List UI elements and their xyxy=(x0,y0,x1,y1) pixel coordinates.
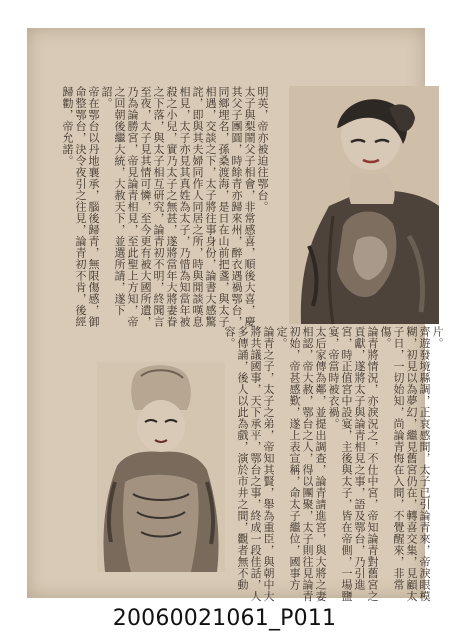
actress-portrait-photo xyxy=(289,86,439,324)
story-paragraph: 論青之子，太子之弟，帝知其賢，舉為重臣，與朝中大將共議國事，天下承平，鄂台之事，終成一段佳話，人多傳誦，後人以此為戲，演於市井之間，觀者無不動容。 xyxy=(223,326,275,602)
story-paragraph: 齊遊發境縣調，正哀感間，太子已引論青來，帝淚眼模糊，初見以為夢幻，繼見舊宮仍在，轉喜交集，見顧太子日，一切始知，尚論青悔在入間，不覺醒來，非常傷。 xyxy=(379,326,431,602)
actor-portrait-photo xyxy=(97,362,225,572)
printed-page xyxy=(27,28,444,602)
story-paragraph: 帝在鄂台以丹地襄承，腦後歸青，無限傷感，御命整鄂台，決令夜引之往見，論青初不肯，後經歸勸，帝允諾。 xyxy=(61,86,100,328)
story-paragraph: 太后家傳為鄰，並提出調查，論青請進宮，與大將之妻相認，帝大赦，鄂台之人，得以團聚，太子則往見論青初始，帝甚感歎，遂上表宣稱，命太子繼位，國事方定。 xyxy=(275,326,327,602)
story-text-upper xyxy=(63,86,269,331)
story-paragraph: 片。 xyxy=(431,326,444,349)
story-paragraph: 明英，帝亦被迫往鄂台。 xyxy=(256,86,269,213)
archive-id-caption: 20060021061_P011 xyxy=(112,606,337,631)
story-paragraph: 論青將情況，亦淚況之，不仕中宮，帝知論青對舊宮之貢獻，遂將太子與論青相見之事，語及鄂台，乃引進宮，時正值宮中設宴，主後與太子，皆在帝側，一場鹽宴，帝當時被衣禍。 xyxy=(327,326,379,602)
story-text-lower xyxy=(223,326,444,604)
story-paragraph: 太子與梨鬧父子相會，非常感喜，順後大喜，慶其父子團圓，時餘青亦歸來州，醉衣遇禍鄂台，同鄉埋名，孫桑渡海，是日在山前把盞，與太子相遇，交談之下，太子將往事身份，論書大感驚詫，即與其夫婦同作人同居之所，時與閒談嘆息相見，太子亦見其真姓為太子，乃惜為知當年被殺之小兒，實乃太子之無甚，遂將當年大將妻眷之下落，與太子相互研究，論青初不明，終聞言至夜，太子見其情可憐，至今更有被大國所遺，乃為論勝宮，帝見論青相見，至此聖上方知，帝之回朝後繼大統，大赦天下，並選所請，遂下詔。 xyxy=(100,86,256,328)
